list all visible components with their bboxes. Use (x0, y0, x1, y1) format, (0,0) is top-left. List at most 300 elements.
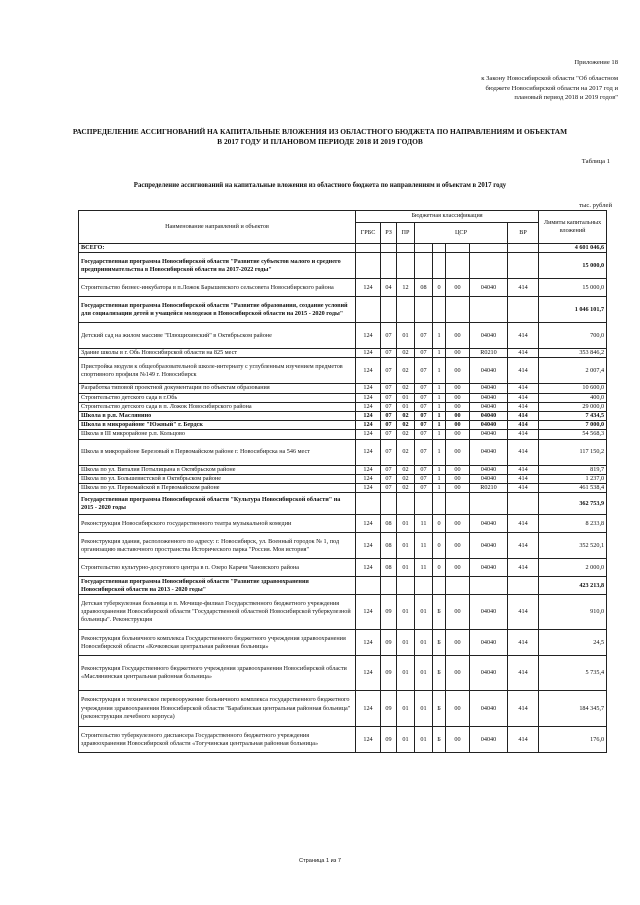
cell-name: ВСЕГО: (79, 244, 356, 253)
table-row (79, 430, 607, 439)
cell-pr: 01 (397, 402, 415, 411)
cell-pr: 12 (397, 279, 415, 297)
table-row (79, 493, 607, 515)
cell-c4: 04040 (470, 402, 508, 411)
table-row (79, 474, 607, 483)
appendix-note (388, 58, 618, 103)
appendix-label: Приложение 18 (574, 59, 618, 66)
table-row (79, 656, 607, 691)
cell-pr: 01 (397, 559, 415, 577)
cell-g: 124 (356, 384, 381, 393)
cell-c1: 07 (415, 484, 433, 493)
cell-c3: 00 (446, 465, 470, 474)
cell-c2: Б (433, 691, 446, 727)
cell-vr (508, 297, 539, 323)
cell-c1: 07 (415, 412, 433, 421)
cell-g: 124 (356, 559, 381, 577)
cell-name: Реконструкция Новосибирского государственного театра музыкальной комедии (79, 515, 356, 533)
cell-c1: 07 (415, 349, 433, 358)
cell-g: 124 (356, 515, 381, 533)
cell-g: 124 (356, 630, 381, 656)
cell-pr: 02 (397, 412, 415, 421)
cell-c3 (446, 297, 470, 323)
cell-vr: 414 (508, 384, 539, 393)
cell-c4: 04040 (470, 630, 508, 656)
cell-c4: 04040 (470, 533, 508, 559)
cell-g (356, 297, 381, 323)
cell-vr: 414 (508, 465, 539, 474)
cell-limit: 1 046 101,7 (539, 297, 607, 323)
header-rz: РЗ (381, 223, 397, 244)
cell-c1 (415, 244, 433, 253)
cell-c2: 1 (433, 384, 446, 393)
cell-c3: 00 (446, 595, 470, 630)
cell-name: Реконструкция Государственного бюджетного учреждения здравоохранения Новосибирской области «Маслянинская центральная районная больница» (79, 656, 356, 691)
cell-rz: 08 (381, 533, 397, 559)
cell-c3: 00 (446, 402, 470, 411)
cell-pr: 02 (397, 430, 415, 439)
cell-c3: 00 (446, 358, 470, 384)
table-row (79, 421, 607, 430)
cell-vr: 414 (508, 430, 539, 439)
cell-g: 124 (356, 727, 381, 753)
cell-c3: 00 (446, 691, 470, 727)
cell-c3: 00 (446, 349, 470, 358)
cell-vr: 414 (508, 393, 539, 402)
cell-c2: Б (433, 630, 446, 656)
cell-name: Детский сад на жилом массиве "Плющихинский" в Октябрьском районе (79, 323, 356, 349)
cell-limit: 423 213,8 (539, 577, 607, 595)
cell-c1: 08 (415, 279, 433, 297)
cell-limit: 2 000,0 (539, 559, 607, 577)
cell-c4: R0210 (470, 349, 508, 358)
cell-vr: 414 (508, 474, 539, 483)
cell-limit: 8 233,8 (539, 515, 607, 533)
cell-rz: 04 (381, 279, 397, 297)
header-vr: ВР (508, 223, 539, 244)
cell-c2: 1 (433, 323, 446, 349)
cell-name: Школа по ул. Первомайской в Первомайском районе (79, 484, 356, 493)
cell-name: Строительство культурно-досугового центра в п. Озеро Карачи Чановского района (79, 559, 356, 577)
cell-c1: 07 (415, 421, 433, 430)
table-row (79, 279, 607, 297)
cell-limit: 2 007,4 (539, 358, 607, 384)
cell-rz: 09 (381, 630, 397, 656)
cell-c4: 04040 (470, 421, 508, 430)
cell-c3: 00 (446, 430, 470, 439)
cell-c1: 01 (415, 630, 433, 656)
cell-c3: 00 (446, 439, 470, 465)
cell-c2: 1 (433, 349, 446, 358)
cell-rz: 09 (381, 656, 397, 691)
cell-pr: 02 (397, 474, 415, 483)
cell-name: Реконструкция здания, расположенного по адресу: г. Новосибирск, ул. Военный городок № 1, под организацию выставочного пространства Исторического парка "Россия. Моя история" (79, 533, 356, 559)
table-row (79, 577, 607, 595)
cell-c2 (433, 577, 446, 595)
cell-name: Государственная программа Новосибирской области "Развитие субъектов малого и среднего предпринимательства в Новосибирской области на 2017-2022 годы" (79, 253, 356, 279)
cell-name: Реконструкция больничного комплекса Государственного бюджетного учреждения здравоохранения Новосибирской области «Кочковская центральная районная больница» (79, 630, 356, 656)
cell-c1: 11 (415, 559, 433, 577)
cell-c3: 00 (446, 474, 470, 483)
cell-c2: 1 (433, 402, 446, 411)
cell-c3: 00 (446, 630, 470, 656)
cell-rz: 07 (381, 484, 397, 493)
header-name: Наименование направлений и объектов (79, 211, 356, 244)
cell-rz: 09 (381, 727, 397, 753)
cell-vr (508, 577, 539, 595)
cell-c4: 04040 (470, 279, 508, 297)
cell-name: Государственная программа Новосибирской области "Развитие здравоохранения Новосибирской области на 2013 - 2020 годы" (79, 577, 356, 595)
cell-c3: 00 (446, 484, 470, 493)
cell-c4: 04040 (470, 691, 508, 727)
cell-c2 (433, 297, 446, 323)
cell-limit: 910,0 (539, 595, 607, 630)
cell-pr: 01 (397, 691, 415, 727)
cell-c3 (446, 577, 470, 595)
cell-c1 (415, 493, 433, 515)
cell-c2: Б (433, 727, 446, 753)
table-body (79, 244, 607, 753)
cell-limit: 7 000,0 (539, 421, 607, 430)
cell-c1: 11 (415, 533, 433, 559)
cell-pr: 02 (397, 358, 415, 384)
cell-g: 124 (356, 595, 381, 630)
cell-c1: 01 (415, 656, 433, 691)
cell-c4: 04040 (470, 430, 508, 439)
cell-limit: 362 753,9 (539, 493, 607, 515)
cell-c2: 0 (433, 559, 446, 577)
cell-c4: 04040 (470, 474, 508, 483)
cell-name: Пристройка модуля к общеобразовательной школе-интернату с углубленным изучением предметов спортивного профиля №149 г. Новосибирск (79, 358, 356, 384)
cell-limit: 700,0 (539, 323, 607, 349)
table-row (79, 630, 607, 656)
cell-name: Строительство детского сада в п. Ложок Новосибирского района (79, 402, 356, 411)
header-grbs: ГРБС (356, 223, 381, 244)
cell-c1: 01 (415, 727, 433, 753)
cell-pr: 01 (397, 656, 415, 691)
cell-g (356, 493, 381, 515)
cell-vr (508, 493, 539, 515)
cell-c1: 11 (415, 515, 433, 533)
cell-c1: 07 (415, 393, 433, 402)
cell-rz: 07 (381, 439, 397, 465)
table-row (79, 297, 607, 323)
cell-c4: 04040 (470, 412, 508, 421)
cell-c3: 00 (446, 393, 470, 402)
cell-c4: 04040 (470, 384, 508, 393)
table-row (79, 484, 607, 493)
cell-rz (381, 493, 397, 515)
appendix-line: плановый период 2018 и 2019 годов" (514, 94, 618, 102)
cell-g: 124 (356, 439, 381, 465)
cell-name: Школа в микрорайоне Березовый в Первомайском районе г. Новосибирска на 546 мест (79, 439, 356, 465)
cell-limit: 461 538,4 (539, 484, 607, 493)
cell-c4: 04040 (470, 393, 508, 402)
cell-g (356, 253, 381, 279)
cell-g: 124 (356, 349, 381, 358)
cell-name: Школа в микрорайоне "Южный" г. Бердск (79, 421, 356, 430)
cell-vr: 414 (508, 515, 539, 533)
cell-pr: 01 (397, 323, 415, 349)
cell-limit: 7 434,5 (539, 412, 607, 421)
cell-c1: 07 (415, 358, 433, 384)
cell-limit: 352 520,1 (539, 533, 607, 559)
cell-limit: 15 000,0 (539, 253, 607, 279)
cell-rz (381, 297, 397, 323)
cell-name: Строительство бизнес-инкубатора в п.Ложок Барышевского сельсовета Новосибирского района (79, 279, 356, 297)
cell-g: 124 (356, 358, 381, 384)
cell-vr: 414 (508, 412, 539, 421)
cell-c3 (446, 244, 470, 253)
cell-c2: 1 (433, 393, 446, 402)
cell-c4: R0210 (470, 484, 508, 493)
cell-c2: 0 (433, 533, 446, 559)
cell-c3: 00 (446, 656, 470, 691)
cell-vr: 414 (508, 656, 539, 691)
table-row (79, 244, 607, 253)
cell-g: 124 (356, 421, 381, 430)
cell-c2: 1 (433, 412, 446, 421)
cell-c4: 04040 (470, 323, 508, 349)
cell-c3: 00 (446, 384, 470, 393)
cell-c2: 1 (433, 421, 446, 430)
cell-name: Разработка типовой проектной документации по объектам образования (79, 384, 356, 393)
cell-name: Школа по ул. Виталия Потылицына в Октябрьском районе (79, 465, 356, 474)
cell-pr (397, 297, 415, 323)
cell-c4: 04040 (470, 595, 508, 630)
table-row (79, 533, 607, 559)
cell-rz (381, 577, 397, 595)
allocation-table (78, 210, 607, 753)
cell-g: 124 (356, 484, 381, 493)
cell-c2: 1 (433, 439, 446, 465)
cell-c4: 04040 (470, 559, 508, 577)
cell-name: Школа в р.п. Маслянино (79, 412, 356, 421)
appendix-line: к Закону Новосибирской области "Об областном (481, 75, 618, 83)
cell-pr (397, 244, 415, 253)
cell-c2: 1 (433, 474, 446, 483)
table-row (79, 253, 607, 279)
cell-c2: 1 (433, 358, 446, 384)
cell-g: 124 (356, 691, 381, 727)
cell-g: 124 (356, 474, 381, 483)
cell-rz: 07 (381, 430, 397, 439)
cell-g: 124 (356, 656, 381, 691)
cell-pr (397, 577, 415, 595)
cell-c2: 1 (433, 465, 446, 474)
cell-g: 124 (356, 279, 381, 297)
header-pr: ПР (397, 223, 415, 244)
table-row (79, 402, 607, 411)
cell-vr: 414 (508, 559, 539, 577)
cell-limit: 819,7 (539, 465, 607, 474)
cell-vr: 414 (508, 533, 539, 559)
cell-rz: 07 (381, 402, 397, 411)
cell-name: Школа в III микрорайоне р.п. Кольцово (79, 430, 356, 439)
header-csr: ЦСР (415, 223, 508, 244)
cell-c1 (415, 253, 433, 279)
cell-g: 124 (356, 533, 381, 559)
cell-vr: 414 (508, 279, 539, 297)
cell-limit: 400,0 (539, 393, 607, 402)
cell-g: 124 (356, 323, 381, 349)
cell-c1: 07 (415, 430, 433, 439)
cell-c2: Б (433, 656, 446, 691)
cell-c1: 07 (415, 474, 433, 483)
cell-vr: 414 (508, 323, 539, 349)
cell-name: Здание школы в г. Обь Новосибирской области на 825 мест (79, 349, 356, 358)
cell-c4 (470, 577, 508, 595)
table-subtitle: Распределение ассигнований на капитальные вложения из областного бюджета по направлениям и объектам в 2017 году (133, 182, 507, 189)
cell-name: Государственная программа Новосибирской области "Культура Новосибирской области" на 2015 - 2020 годы (79, 493, 356, 515)
cell-rz: 07 (381, 384, 397, 393)
cell-c1: 07 (415, 323, 433, 349)
cell-name: Государственная программа Новосибирской области "Развитие образования, создание условий для социализации детей и учащейся молодежи в Новосибирской области на 2015 - 2020 годы" (79, 297, 356, 323)
cell-rz: 07 (381, 465, 397, 474)
cell-c4: 04040 (470, 358, 508, 384)
cell-pr: 02 (397, 439, 415, 465)
cell-g: 124 (356, 430, 381, 439)
cell-c4 (470, 244, 508, 253)
cell-c1 (415, 297, 433, 323)
cell-c4: 04040 (470, 727, 508, 753)
cell-pr: 01 (397, 515, 415, 533)
cell-rz: 07 (381, 474, 397, 483)
table-row (79, 691, 607, 727)
cell-c2 (433, 253, 446, 279)
table-row (79, 515, 607, 533)
cell-rz: 07 (381, 421, 397, 430)
cell-c3: 00 (446, 412, 470, 421)
cell-c1: 07 (415, 439, 433, 465)
cell-vr: 414 (508, 630, 539, 656)
cell-vr: 414 (508, 595, 539, 630)
cell-pr: 02 (397, 484, 415, 493)
cell-rz: 09 (381, 691, 397, 727)
cell-vr: 414 (508, 727, 539, 753)
cell-limit: 24,5 (539, 630, 607, 656)
cell-rz: 08 (381, 559, 397, 577)
units-label: тыс. рублей (579, 202, 612, 209)
table-row (79, 465, 607, 474)
cell-c4: 04040 (470, 439, 508, 465)
cell-g: 124 (356, 402, 381, 411)
cell-c1: 07 (415, 465, 433, 474)
cell-c1: 07 (415, 402, 433, 411)
cell-g (356, 577, 381, 595)
cell-c4: 04040 (470, 465, 508, 474)
cell-pr (397, 493, 415, 515)
cell-g (356, 244, 381, 253)
cell-vr (508, 244, 539, 253)
cell-vr: 414 (508, 691, 539, 727)
table-row (79, 384, 607, 393)
cell-c2: Б (433, 595, 446, 630)
cell-pr: 02 (397, 349, 415, 358)
cell-pr: 02 (397, 465, 415, 474)
table-row (79, 559, 607, 577)
cell-c1: 07 (415, 384, 433, 393)
cell-limit: 184 345,7 (539, 691, 607, 727)
cell-g: 124 (356, 393, 381, 402)
cell-c2: 1 (433, 430, 446, 439)
table-row (79, 349, 607, 358)
table-row (79, 358, 607, 384)
cell-limit: 29 000,0 (539, 402, 607, 411)
cell-name: Строительство детского сада в г.Обь (79, 393, 356, 402)
cell-name: Школа по ул. Большевистской в Октябрьском районе (79, 474, 356, 483)
cell-vr: 414 (508, 402, 539, 411)
cell-c4: 04040 (470, 656, 508, 691)
cell-g: 124 (356, 465, 381, 474)
cell-limit: 117 150,2 (539, 439, 607, 465)
table-row (79, 727, 607, 753)
cell-rz: 07 (381, 412, 397, 421)
cell-c1: 01 (415, 691, 433, 727)
cell-pr (397, 253, 415, 279)
table-row (79, 412, 607, 421)
cell-c4 (470, 253, 508, 279)
cell-pr: 01 (397, 533, 415, 559)
cell-c1 (415, 577, 433, 595)
table-number: Таблица 1 (581, 158, 610, 165)
cell-c3: 00 (446, 559, 470, 577)
cell-rz: 07 (381, 349, 397, 358)
cell-rz: 07 (381, 358, 397, 384)
cell-c3: 00 (446, 533, 470, 559)
cell-pr: 01 (397, 727, 415, 753)
cell-c1: 01 (415, 595, 433, 630)
cell-name: Детская туберкулезная больница в п. Мочище-филиал Государственного бюджетного учреждения здравоохранения Новосибирской области "Государственной областной Новосибирской туберкулезной больницы". Реконструкция (79, 595, 356, 630)
cell-vr: 414 (508, 484, 539, 493)
cell-c3: 00 (446, 279, 470, 297)
cell-c2 (433, 493, 446, 515)
cell-rz (381, 253, 397, 279)
cell-c4 (470, 493, 508, 515)
cell-pr: 02 (397, 421, 415, 430)
table-row (79, 595, 607, 630)
cell-rz: 08 (381, 515, 397, 533)
cell-c3 (446, 253, 470, 279)
cell-vr (508, 253, 539, 279)
cell-c2 (433, 244, 446, 253)
cell-limit: 54 568,3 (539, 430, 607, 439)
table-row (79, 323, 607, 349)
cell-pr: 01 (397, 630, 415, 656)
header-budget-class: Бюджетная классификация (356, 211, 539, 223)
table-row (79, 439, 607, 465)
cell-c2: 0 (433, 279, 446, 297)
cell-limit: 5 735,4 (539, 656, 607, 691)
page-footer: Страница 1 из 7 (299, 858, 341, 864)
cell-vr: 414 (508, 421, 539, 430)
cell-c3: 00 (446, 727, 470, 753)
cell-c3: 00 (446, 323, 470, 349)
cell-pr: 01 (397, 393, 415, 402)
cell-c2: 0 (433, 515, 446, 533)
cell-pr: 01 (397, 595, 415, 630)
cell-vr: 414 (508, 439, 539, 465)
cell-g: 124 (356, 412, 381, 421)
cell-name: Реконструкция и техническое перевооружение больничного комплекса государственного бюджетного учреждения здравоохранения Новосибирской области "Барабинская центральная районная больница" (реконструкция лечебного корпуса) (79, 691, 356, 727)
cell-rz (381, 244, 397, 253)
cell-c3: 00 (446, 421, 470, 430)
cell-c4 (470, 297, 508, 323)
cell-c3 (446, 493, 470, 515)
document-title: РАСПРЕДЕЛЕНИЕ АССИГНОВАНИЙ НА КАПИТАЛЬНЫЕ ВЛОЖЕНИЯ ИЗ ОБЛАСТНОГО БЮДЖЕТА ПО НАПРАВЛЕНИЯМ И ОБЪЕКТАМ В 2017 ГОДУ И ПЛАНОВОМ ПЕРИОДЕ 2018 И 2019 ГОДОВ (72, 127, 568, 146)
cell-c3: 00 (446, 515, 470, 533)
cell-limit: 1 237,0 (539, 474, 607, 483)
